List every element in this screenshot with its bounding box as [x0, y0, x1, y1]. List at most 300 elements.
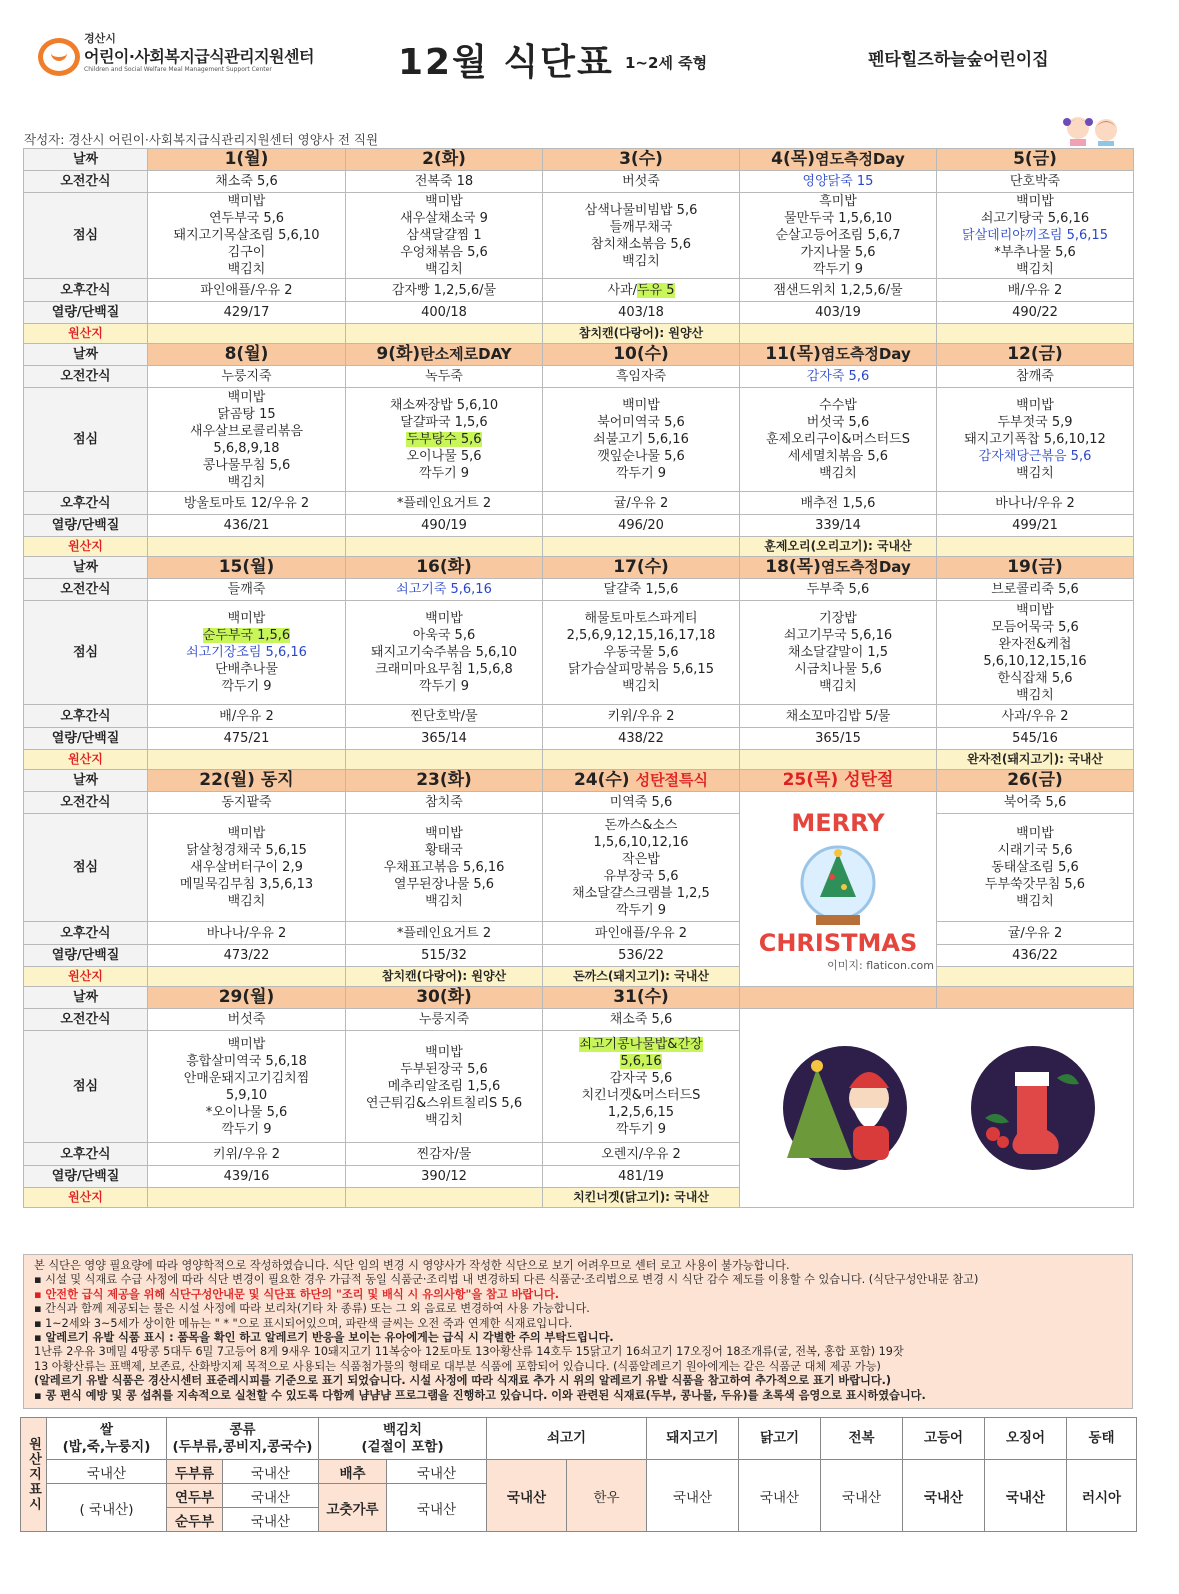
lunch-item: 새우살브로콜리볶음 — [189, 423, 304, 439]
lunch-item: 두부탕수 5,6 — [406, 432, 482, 447]
center-logo — [38, 30, 338, 80]
meat-header: 돼지고기 — [647, 1418, 739, 1460]
meat-origin: 국내산 — [739, 1460, 821, 1532]
lunch-item: 쇠불고기 5,6,16 — [593, 432, 689, 447]
origin-note: 돈까스(돼지고기): 국내산 — [543, 967, 740, 987]
date-label: 날짜 — [24, 344, 148, 366]
origin-note: 치킨너겟(닭고기): 국내산 — [543, 1188, 740, 1208]
origin-label: 원산지 — [24, 967, 148, 987]
lunch-item: 백미밥 — [1016, 826, 1054, 841]
pm-snack: 귤/우유 2 — [543, 492, 740, 515]
date-label: 날짜 — [24, 149, 148, 171]
lunch-item: 1,5,6,10,12,16 — [593, 834, 689, 850]
lunch-item: 우채표고볶음 5,6,16 — [383, 860, 505, 875]
am-snack: 단호박죽 — [937, 171, 1134, 193]
lunch-menu — [148, 193, 346, 279]
lunch-item: *부추나물 5,6 — [994, 245, 1076, 260]
am-snack-label: 오전간식 — [24, 171, 148, 193]
origin-note — [346, 1188, 543, 1208]
am-snack: 들깨죽 — [148, 579, 346, 601]
lunch-item: 돈까스&소스 — [604, 817, 678, 833]
lunch-menu — [740, 193, 937, 279]
day-date: 2(화) — [422, 149, 466, 169]
calorie-protein: 436/22 — [937, 945, 1134, 967]
origin-note — [346, 750, 543, 770]
lunch-item: 백김치 — [227, 474, 266, 490]
bean-item: 두부류 — [167, 1460, 223, 1484]
calorie-protein: 438/22 — [543, 728, 740, 750]
image-credit: 이미지: flaticon.com — [827, 958, 934, 972]
day-tag: 성탄절특식 — [635, 771, 709, 789]
day-date: 11(목) — [765, 344, 821, 364]
calorie-protein: 339/14 — [740, 515, 937, 537]
meat-header: 전복 — [821, 1418, 903, 1460]
lunch-item: 안매운돼지고기김치찜 — [183, 1070, 310, 1086]
calorie-protein: 545/16 — [937, 728, 1134, 750]
lunch-item: 달걀파국 1,5,6 — [400, 415, 488, 430]
am-snack-label: 오전간식 — [24, 579, 148, 601]
pm-snack: 파인애플/우유 2 — [148, 279, 346, 302]
lunch-item: 두부쑥갓무침 5,6 — [984, 877, 1086, 892]
pm-snack: 배/우유 2 — [148, 705, 346, 728]
lunch-item: 감자채당근볶음 5,6 — [978, 449, 1092, 464]
pm-snack: 귤/우유 2 — [937, 922, 1134, 945]
lunch-item: 백미밥 — [227, 389, 266, 405]
origin-note — [148, 750, 346, 770]
lunch-item: 아욱국 5,6 — [412, 628, 476, 643]
am-snack: 버섯죽 — [148, 1009, 346, 1031]
lunch-item: 백김치 — [227, 894, 266, 909]
lunch-label: 점심 — [24, 193, 148, 279]
day-header — [937, 770, 1134, 792]
am-snack: 버섯죽 — [543, 171, 740, 193]
lunch-item: 백미밥 — [1016, 602, 1054, 618]
page-subtitle: 1~2세 죽형 — [625, 54, 708, 72]
pm-snack: 배/우유 2 — [937, 279, 1134, 302]
lunch-item: *오이나물 5,6 — [205, 1104, 288, 1120]
lunch-item: 연근튀김&스위트칠리S 5,6 — [365, 1096, 523, 1111]
day-date: 22(월) 동지 — [199, 770, 294, 790]
day-header — [740, 344, 937, 366]
santa-stocking-icon — [757, 1038, 1117, 1178]
lunch-item: 깍두기 9 — [221, 679, 272, 694]
day-date: 23(화) — [416, 770, 472, 790]
lunch-item: 깍두기 9 — [615, 1121, 667, 1137]
lunch-item: 백미밥 — [425, 826, 463, 841]
lunch-item: 동태살조림 5,6 — [991, 860, 1079, 875]
lunch-label: 점심 — [24, 601, 148, 705]
menu-table — [23, 148, 1134, 1208]
kimchi-origin: 국내산 — [387, 1484, 487, 1532]
origin-table — [20, 1417, 1137, 1532]
lunch-item: 백미밥 — [227, 826, 266, 841]
lunch-menu — [543, 193, 740, 279]
calorie-protein: 490/22 — [937, 302, 1134, 324]
holiday-art-cell — [740, 1009, 1134, 1208]
calorie-label: 열량/단백질 — [24, 728, 148, 750]
day-date: 15(월) — [218, 557, 275, 577]
pm-snack-label: 오후간식 — [24, 922, 148, 945]
page-title: 12월 식단표 — [398, 42, 614, 83]
lunch-item: 북어미역국 5,6 — [597, 415, 685, 430]
lunch-item: 연두부국 5,6 — [208, 211, 285, 226]
lunch-item: 채소달걀스크램블 1,2,5 — [572, 885, 710, 901]
am-snack: 전복죽 18 — [346, 171, 543, 193]
meat-origin: 국내산 — [821, 1460, 903, 1532]
lunch-item: 닭곰탕 15 — [217, 406, 276, 422]
beans-header: 콩류 (두부류,콩비지,콩국수) — [167, 1418, 319, 1460]
origin-note: 완자전(돼지고기): 국내산 — [937, 750, 1134, 770]
meat-origin: 국내산 — [903, 1460, 985, 1532]
notice-line: 본 식단은 영양 필요량에 따라 영양학적으로 작성하였습니다. 식단 임의 변경 시 영양사가 작성한 식단으로 보기 어려우므로 센터 로고 사용이 불가능합니다. — [34, 1259, 790, 1272]
day-header — [346, 344, 543, 366]
lunch-item: 백미밥 — [227, 611, 266, 626]
rice-origin: 국내산 — [47, 1460, 167, 1484]
lunch-item: 흥합살미역국 5,6,18 — [186, 1053, 307, 1069]
day-date: 31(수) — [613, 987, 669, 1007]
lunch-item: 백미밥 — [227, 194, 266, 209]
day-header — [543, 344, 740, 366]
lunch-menu — [346, 1031, 543, 1143]
notice-line: ▪ 알레르기 유발 식품 표시 : 품목을 확인 하고 알레르기 반응을 보이는 유아에게는 급식 시 각별한 주의 부탁드립니다. — [34, 1331, 614, 1345]
logo-name: 어린이·사회복지급식관리지원센터 — [84, 47, 314, 66]
origin-note — [740, 324, 937, 344]
lunch-item: 깻잎순나물 5,6 — [597, 449, 685, 464]
am-snack: 동지팥죽 — [148, 792, 346, 814]
pm-snack: 감자빵 1,2,5,6/물 — [346, 279, 543, 302]
lunch-item: 백김치 — [1016, 894, 1054, 909]
day-date: 3(수) — [619, 149, 663, 169]
lunch-item: 채소짜장밥 5,6,10 — [389, 398, 499, 413]
lunch-item: 깍두기 9 — [418, 466, 470, 481]
meat-header: 고등어 — [903, 1418, 985, 1460]
am-snack: 참깨죽 — [937, 366, 1134, 388]
day-date: 12(금) — [1007, 344, 1063, 364]
pm-snack: 사과/두유 5 — [543, 279, 740, 302]
calorie-protein: 499/21 — [937, 515, 1134, 537]
daycare-name: 펜타힐즈하늘숲어린이집 — [868, 50, 1049, 70]
lunch-item: 열무된장나물 5,6 — [393, 877, 495, 892]
lunch-item: 버섯국 5,6 — [806, 415, 870, 430]
am-snack: 북어죽 5,6 — [937, 792, 1134, 814]
pm-snack: *플레인요거트 2 — [346, 922, 543, 945]
meat-header: 쇠고기 — [487, 1418, 647, 1460]
lunch-menu — [543, 388, 740, 492]
day-date: 30(화) — [416, 987, 472, 1007]
day-header — [937, 344, 1134, 366]
lunch-item: 완자전&케첩 — [998, 636, 1072, 652]
am-snack: 채소죽 5,6 — [148, 171, 346, 193]
lunch-label: 점심 — [24, 814, 148, 922]
lunch-item: 돼지고기목살조림 5,6,10 — [173, 228, 320, 243]
meat-header: 오징어 — [985, 1418, 1067, 1460]
pm-snack: 오렌지/우유 2 — [543, 1143, 740, 1166]
bean-item: 연두부 — [167, 1484, 223, 1508]
meat-header: 닭고기 — [739, 1418, 821, 1460]
lunch-item: 새우살채소국 9 — [400, 211, 488, 226]
smile-logo-icon — [38, 38, 80, 76]
day-date: 19(금) — [1007, 557, 1063, 577]
lunch-item: 우엉채볶음 5,6 — [400, 245, 488, 260]
lunch-item: 5,6,16 — [620, 1053, 662, 1069]
origin-label: 원산지 — [24, 537, 148, 557]
am-snack: 참치죽 — [346, 792, 543, 814]
calorie-protein: 365/14 — [346, 728, 543, 750]
lunch-item: 백미밥 — [1016, 194, 1054, 209]
notice-line: 13 아황산류는 표백제, 보존료, 산화방지제 목적으로 사용되는 식품첨가물의 형태로 대부분 식품에 포함되어 있습니다. (식품알레르기 원아에게는 같은 식품군 대체 제공 가능) — [34, 1359, 881, 1373]
lunch-menu — [740, 601, 937, 705]
day-header — [543, 557, 740, 579]
lunch-item: 닭살데리야끼조림 5,6,15 — [962, 228, 1108, 243]
meat-origin: 러시아 — [1067, 1460, 1137, 1532]
day-header — [346, 770, 543, 792]
kimchi-origin: 국내산 — [387, 1460, 487, 1484]
am-snack-label: 오전간식 — [24, 366, 148, 388]
lunch-item: 채소달걀말이 1,5 — [787, 645, 889, 660]
page-header — [18, 0, 1136, 147]
calorie-label: 열량/단백질 — [24, 302, 148, 324]
lunch-item: 돼지고기숙주볶음 5,6,10 — [371, 645, 517, 660]
lunch-item: 콩나물무침 5,6 — [202, 457, 291, 473]
calorie-protein: 496/20 — [543, 515, 740, 537]
origin-note — [148, 1188, 346, 1208]
lunch-item: 참치채소볶음 5,6 — [590, 236, 692, 252]
origin-note — [148, 537, 346, 557]
origin-note — [543, 537, 740, 557]
lunch-item: 모듬어묵국 5,6 — [991, 619, 1079, 635]
day-header — [937, 987, 1134, 1009]
day-header — [543, 149, 740, 171]
bean-item: 순두부 — [167, 1508, 223, 1532]
lunch-menu — [346, 814, 543, 922]
pm-snack: 잼샌드위치 1,2,5,6/물 — [740, 279, 937, 302]
pm-snack: 배추전 1,5,6 — [740, 492, 937, 515]
calorie-protein: 429/17 — [148, 302, 346, 324]
meat-origin: 국내산 — [985, 1460, 1067, 1532]
lunch-item: 백미밥 — [425, 194, 463, 209]
origin-note — [346, 537, 543, 557]
am-snack: 누룽지죽 — [148, 366, 346, 388]
calorie-protein: 400/18 — [346, 302, 543, 324]
day-date: 4(목) — [771, 149, 815, 169]
snow-globe-tree-icon — [748, 805, 928, 955]
lunch-item: 치킨너겟&머스터드S — [581, 1087, 701, 1103]
lunch-item: 1,2,5,6,15 — [607, 1104, 675, 1120]
lunch-item: 우동국물 5,6 — [603, 645, 679, 660]
am-snack: 녹두죽 — [346, 366, 543, 388]
notice-line: ▪ 콩 편식 예방 및 콩 섭취를 지속적으로 실천할 수 있도록 다함께 냠냠냠 프로그램을 진행하고 있습니다. 이와 관련된 식재료(두부, 콩나물, 두유)를 초록색 음영으로 표시하였습니다. — [34, 1388, 926, 1402]
day-header — [543, 770, 740, 792]
lunch-item: 쇠고기탕국 5,6,16 — [980, 211, 1090, 226]
lunch-item: 깍두기 9 — [418, 679, 470, 694]
day-date: 9(화) — [376, 344, 421, 364]
day-header — [346, 557, 543, 579]
day-header — [148, 557, 346, 579]
am-snack-label: 오전간식 — [24, 1009, 148, 1031]
am-snack: 감자죽 5,6 — [740, 366, 937, 388]
calorie-protein: 439/16 — [148, 1166, 346, 1188]
lunch-menu — [937, 193, 1134, 279]
day-tag: 염도측정Day — [820, 558, 911, 576]
am-snack: 미역죽 5,6 — [543, 792, 740, 814]
day-header — [937, 557, 1134, 579]
date-label: 날짜 — [24, 557, 148, 579]
origin-note: 훈제오리(오리고기): 국내산 — [740, 537, 937, 557]
day-date: 17(수) — [613, 557, 669, 577]
am-snack: 달걀죽 1,5,6 — [543, 579, 740, 601]
lunch-item: 쇠고기장조림 5,6,16 — [186, 645, 307, 660]
lunch-item: 돼지고기폭찹 5,6,10,12 — [964, 432, 1106, 447]
menu-page — [18, 0, 1136, 1594]
origin-note — [148, 324, 346, 344]
lunch-item: 물만두국 1,5,6,10 — [783, 211, 893, 226]
day-date: 29(월) — [218, 987, 275, 1007]
day-header — [148, 770, 346, 792]
allergen-list: 1난류 2우유 3메밀 4땅콩 5대두 6밀 7고등어 8게 9새우 10돼지고기 11복숭아 12토마토 13아황산류 14호두 15닭고기 16쇠고기 17오징어 18조개류(굴, 전복, 홍합 포함) 19잣 — [34, 1345, 904, 1359]
lunch-item: 백김치 — [425, 1113, 463, 1128]
day-header — [346, 149, 543, 171]
day-header — [740, 557, 937, 579]
am-snack: 브로콜리죽 5,6 — [937, 579, 1134, 601]
lunch-item: 훈제오리구이&머스터드S — [766, 432, 910, 447]
day-date: 16(화) — [416, 557, 472, 577]
kids-illustration-icon — [1058, 110, 1128, 146]
origin-note — [740, 750, 937, 770]
calorie-label: 열량/단백질 — [24, 1166, 148, 1188]
christmas-text: CHRISTMAS — [758, 928, 918, 955]
date-label: 날짜 — [24, 987, 148, 1009]
calorie-protein: 403/18 — [543, 302, 740, 324]
day-header — [740, 770, 937, 792]
pm-snack: 찐단호박/물 — [346, 705, 543, 728]
pm-snack: 채소꼬마김밥 5/물 — [740, 705, 937, 728]
lunch-menu — [937, 388, 1134, 492]
day-date: 26(금) — [1007, 770, 1063, 790]
author-line: 작성자: 경산시 어린이·사회복지급식관리지원센터 영양사 전 직원 — [24, 132, 379, 147]
lunch-item: 백김치 — [1016, 687, 1054, 703]
notice-line: (알레르기 유발 식품은 경산시센터 표준레시피를 기준으로 표기 되었습니다. 시설 사정에 따라 식재료 추가 시 위의 알레르기 유발 식품을 참고하여 추가적으로 표기 바랍니다.) — [34, 1374, 892, 1388]
calorie-protein: 403/19 — [740, 302, 937, 324]
am-snack: 채소죽 5,6 — [543, 1009, 740, 1031]
day-tag: 탄소제로DAY — [420, 345, 512, 363]
origin-note — [937, 537, 1134, 557]
lunch-item: 백미밥 — [425, 1045, 463, 1060]
notice-line: ▪ 간식과 함께 제공되는 물은 시설 사정에 따라 보리차(기타 차 종류) 또는 그 외 음료로 변경하여 사용 가능합니다. — [34, 1302, 590, 1316]
lunch-item: 깍두기 9 — [812, 262, 864, 277]
lunch-menu — [543, 1031, 740, 1143]
day-date: 1(월) — [224, 149, 269, 169]
lunch-menu — [346, 601, 543, 705]
lunch-item: 순살고등어조림 5,6,7 — [775, 228, 901, 243]
calorie-label: 열량/단백질 — [24, 515, 148, 537]
bean-origin: 국내산 — [223, 1460, 319, 1484]
lunch-menu — [543, 814, 740, 922]
notice-line: ▪ 1~2세와 3~5세가 상이한 메뉴는 " * "으로 표시되어있으며, 파란색 글씨는 오전 죽과 연계한 식재료입니다. — [34, 1316, 573, 1330]
lunch-item: 백김치 — [819, 466, 857, 481]
origin-note — [346, 324, 543, 344]
notice-line: ▪ 시설 및 식재료 수급 사정에 따라 식단 변경이 필요한 경우 가급적 동일 식품군·조리법 내 변경하되 다른 식품군·조리법으로 변경 시 식단 감수 제도를 이용할 수 있습니다. (식단구성안내문 참고) — [34, 1273, 979, 1287]
logo-city: 경산시 — [84, 32, 116, 45]
lunch-item: 해물토마토스파게티 — [584, 611, 698, 626]
lunch-item: 삼색달걀찜 1 — [406, 228, 482, 243]
day-header — [346, 987, 543, 1009]
pm-snack: 키위/우유 2 — [543, 705, 740, 728]
lunch-item: 5,6,10,12,15,16 — [983, 653, 1087, 669]
am-snack: 흑임자죽 — [543, 366, 740, 388]
notice-box — [23, 1254, 1133, 1409]
lunch-item: 유부장국 5,6 — [603, 868, 679, 884]
lunch-item: 삼색나물비빔밥 5,6 — [584, 202, 698, 218]
logo-english: Children and Social Welfare Meal Management Support Center — [84, 66, 272, 73]
rice-origin: ( 국내산) — [47, 1484, 167, 1532]
lunch-item: 백미밥 — [622, 398, 660, 413]
lunch-menu — [346, 193, 543, 279]
lunch-item: 흑미밥 — [819, 194, 857, 209]
lunch-item: 2,5,6,9,12,15,16,17,18 — [566, 628, 716, 643]
pm-snack-label: 오후간식 — [24, 492, 148, 515]
day-date: 25(목) 성탄절 — [782, 770, 894, 790]
lunch-item: 기장밥 — [819, 611, 857, 626]
pm-snack-label: 오후간식 — [24, 1143, 148, 1166]
lunch-item: 쇠고기무국 5,6,16 — [783, 628, 893, 643]
kimchi-item: 고춧가루 — [319, 1484, 387, 1532]
pm-snack: *플레인요거트 2 — [346, 492, 543, 515]
lunch-item: 백김치 — [622, 253, 660, 269]
lunch-item: 순두부국 1,5,6 — [202, 628, 291, 643]
lunch-item: 들깨무채국 — [609, 219, 673, 235]
lunch-item: 닭가슴살피망볶음 5,6,15 — [568, 662, 714, 677]
lunch-item: 백김치 — [622, 679, 660, 694]
day-header — [740, 987, 937, 1009]
lunch-item: 한식잡채 5,6 — [997, 670, 1073, 686]
lunch-item: 가지나물 5,6 — [800, 245, 876, 260]
lunch-item: 김구이 — [227, 245, 266, 260]
calorie-protein: 490/19 — [346, 515, 543, 537]
calorie-protein: 365/15 — [740, 728, 937, 750]
calorie-protein: 536/22 — [543, 945, 740, 967]
kimchi-header: 백김치 (겉절이 포함) — [319, 1418, 487, 1460]
day-tag: 염도측정Day — [814, 150, 905, 168]
lunch-menu — [937, 814, 1134, 922]
lunch-item: 두부된장국 5,6 — [400, 1062, 488, 1077]
day-header — [148, 344, 346, 366]
lunch-menu — [148, 388, 346, 492]
day-header — [148, 149, 346, 171]
date-label: 날짜 — [24, 770, 148, 792]
lunch-item: 백미밥 — [227, 1036, 266, 1052]
lunch-item: 깍두기 9 — [615, 466, 667, 481]
lunch-item: 백김치 — [1016, 466, 1054, 481]
rice-header: 쌀 (밥,죽,누룽지) — [47, 1418, 167, 1460]
origin-label: 원산지 — [24, 1188, 148, 1208]
am-snack-label: 오전간식 — [24, 792, 148, 814]
am-snack: 두부죽 5,6 — [740, 579, 937, 601]
christmas-art-cell — [740, 792, 937, 987]
origin-note: 참치캔(다랑어): 원양산 — [543, 324, 740, 344]
lunch-item: 단배추나물 — [215, 662, 278, 677]
lunch-menu — [543, 601, 740, 705]
origin-note — [937, 324, 1134, 344]
lunch-item: 백김치 — [819, 679, 857, 694]
bean-origin: 국내산 — [223, 1484, 319, 1508]
pm-snack-label: 오후간식 — [24, 279, 148, 302]
pm-snack-label: 오후간식 — [24, 705, 148, 728]
lunch-item: 메밀묵김무침 3,5,6,13 — [179, 877, 314, 892]
lunch-item: 시금치나물 5,6 — [794, 662, 882, 677]
calorie-protein: 390/12 — [346, 1166, 543, 1188]
am-snack: 누룽지죽 — [346, 1009, 543, 1031]
meat-origin: 국내산 — [647, 1460, 739, 1532]
